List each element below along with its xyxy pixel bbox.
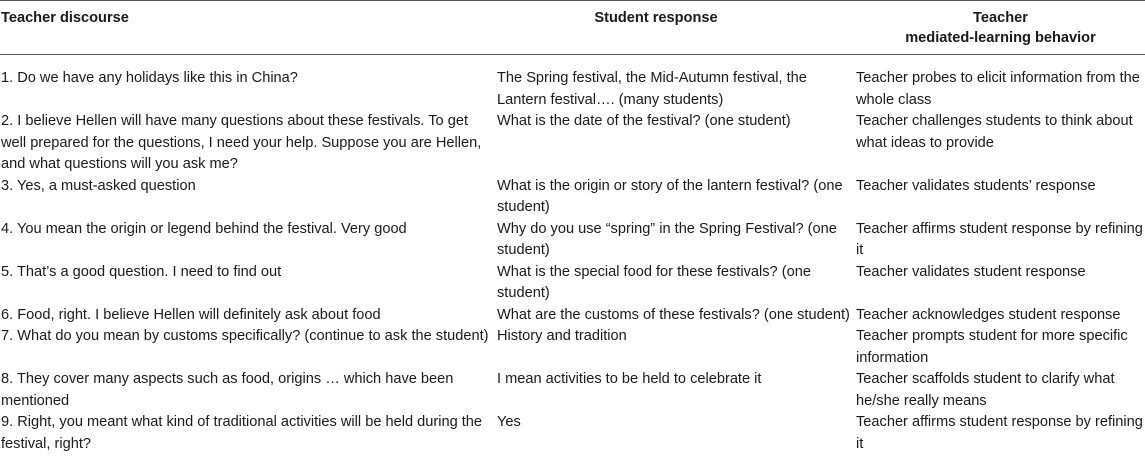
student-response-cell: What is the origin or story of the lantern festival? (one student)	[497, 177, 843, 215]
table-row	[0, 326, 1145, 369]
teacher-behavior-cell: Teacher validates students’ response	[856, 177, 1096, 194]
teacher-behavior-cell: Teacher acknowledges student response	[856, 306, 1121, 323]
teacher-behavior-cell: Teacher affirms student response by refining it	[856, 414, 1143, 452]
teacher-discourse-cell: 2. I believe Hellen will have many questions about these festivals. To get well prepared for the questions, I need your help. Suppose you are Hellen, and what questions will you ask me?	[1, 113, 482, 172]
table-body	[0, 55, 1145, 456]
teacher-behavior-cell: Teacher challenges students to think about what ideas to provide	[856, 113, 1133, 151]
student-response-cell: What is the special food for these festivals? (one student)	[497, 263, 811, 301]
table-row	[0, 111, 1145, 176]
table-row	[0, 412, 1145, 455]
teacher-discourse-cell: 3. Yes, a must-asked question	[1, 177, 196, 194]
student-response-cell: The Spring festival, the Mid-Autumn festival, the Lantern festival…. (many students)	[497, 70, 807, 108]
student-response-cell: History and tradition	[497, 328, 627, 344]
teacher-discourse-cell: 4. You mean the origin or legend behind the festival. Very good	[1, 220, 407, 237]
teacher-behavior-cell: Teacher probes to elicit information from the whole class	[856, 70, 1140, 108]
header-behavior-line1: Teacher	[973, 10, 1028, 26]
teacher-behavior-cell: Teacher validates student response	[856, 263, 1086, 280]
teacher-discourse-cell: 8. They cover many aspects such as food, origins … which have been mentioned	[1, 371, 454, 409]
header-student-response: Student response	[594, 10, 718, 26]
teacher-discourse-cell: 7. What do you mean by customs specifically? (continue to ask the student)	[1, 328, 489, 344]
table-row	[0, 55, 1145, 112]
header-behavior-line2: mediated-learning behavior	[905, 30, 1096, 46]
student-response-cell: Yes	[497, 414, 521, 430]
header-mediated-learning-behavior	[856, 1, 1145, 55]
student-response-cell: What is the date of the festival? (one student)	[497, 113, 791, 129]
student-response-cell: What are the customs of these festivals? (one student)	[497, 306, 850, 323]
header-teacher-discourse: Teacher discourse	[1, 10, 129, 26]
teacher-discourse-cell: 5. That’s a good question. I need to find out	[1, 263, 282, 280]
teacher-behavior-cell: Teacher scaffolds student to clarify what he/she really means	[856, 371, 1115, 409]
student-response-cell: I mean activities to be held to celebrate it	[497, 371, 762, 387]
header-row	[0, 1, 1145, 55]
table-row	[0, 262, 1145, 305]
teacher-behavior-cell: Teacher prompts student for more specific information	[856, 328, 1128, 366]
table-row	[0, 176, 1145, 219]
table-row	[0, 369, 1145, 412]
teacher-discourse-cell: 1. Do we have any holidays like this in China?	[1, 70, 298, 86]
table-header	[0, 1, 1145, 55]
table-row	[0, 305, 1145, 327]
student-response-cell: Why do you use “spring” in the Spring Festival? (one student)	[497, 220, 837, 258]
teacher-behavior-cell: Teacher affirms student response by refining it	[856, 220, 1143, 258]
table-row	[0, 219, 1145, 262]
teacher-discourse-cell: 6. Food, right. I believe Hellen will definitely ask about food	[1, 306, 381, 323]
teacher-discourse-cell: 9. Right, you meant what kind of traditional activities will be held during the festival, right?	[1, 414, 483, 452]
